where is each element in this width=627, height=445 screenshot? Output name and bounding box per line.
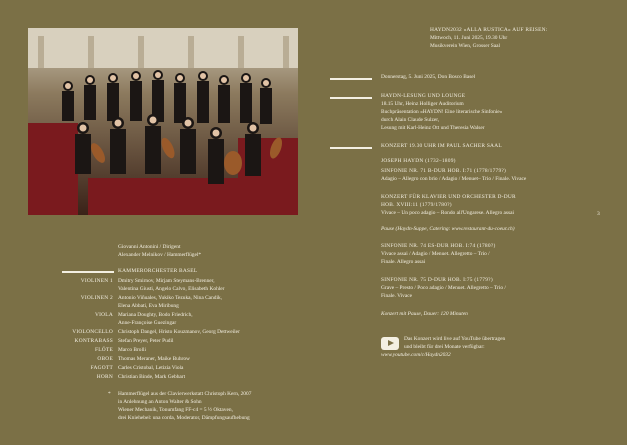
- soloist: Alexander Melnikov / Hammerflügel*: [118, 252, 202, 258]
- lecture-line: 18.15 Uhr, Heinz Holliger Auditorium: [381, 101, 464, 107]
- duration-note: Konzert mit Pause, Dauer: 120 Minuten: [381, 311, 468, 317]
- work-movements: Adagio – Allegro con brio / Adagio / Menuet– Trio / Finale. Vivace: [381, 176, 527, 182]
- event-date: Donnerstag, 5. Juni 2025, Don Bosco Basel: [381, 74, 476, 80]
- divider-rule: [330, 78, 372, 80]
- footnote-line: in Anlehnung an Anton Walter & Sohn: [118, 399, 202, 405]
- lecture-title: HAYDN-LESUNG UND LOUNGE: [381, 93, 466, 99]
- section-label: FLÖTE: [94, 347, 113, 353]
- section-label: FAGOTT: [90, 365, 113, 371]
- work-title: HOB. XVIII:11 (1779/1780?): [381, 202, 452, 208]
- divider-rule: [330, 147, 372, 149]
- youtube-text: und bleibt für drei Monate verfügbar:: [404, 344, 485, 350]
- tour-venue: Musikverein Wien, Grosser Saal: [430, 43, 501, 49]
- section-names: Christoph Dangel, Hristo Kouzmanov, Georg Dettweiler: [118, 329, 240, 335]
- ensemble-name: KAMMERORCHESTER BASEL: [118, 268, 198, 274]
- youtube-link[interactable]: www.youtube.com/c/Haydn2032: [381, 352, 451, 358]
- section-names: Valentina Giusti, Angelo Calvo, Elisabeth Kohler: [118, 286, 225, 292]
- section-names: Marco Brolli: [118, 347, 146, 353]
- page-number: 3: [597, 211, 600, 217]
- footnote-line: Wiener Mechanik, Tonumfang FF-c4 = 5 ½ Oktaven,: [118, 407, 233, 413]
- section-names: Dmitry Smirnov, Mirjam Steymans-Brenner,: [118, 278, 215, 284]
- tour-heading: HAYDN2032 «ALLA RUSTICA» AUF REISEN:: [430, 27, 548, 33]
- lecture-line: Buchpräsentation «HAYDN! Eine literarische Sinfonie»: [381, 109, 503, 115]
- orchestra-photo: [28, 28, 298, 215]
- work-title: SINFONIE NR. 71 B-DUR HOB. I:71 (1778/1779?): [381, 168, 507, 174]
- youtube-text: Das Konzert wird live auf YouTube übertragen: [404, 336, 506, 342]
- section-names: Elena Abbati, Eva Miribung: [118, 303, 179, 309]
- section-label: VIOLINEN 2: [80, 295, 113, 301]
- section-names: Carles Cristobal, Letizia Viola: [118, 365, 184, 371]
- section-label: VIOLINEN 1: [80, 278, 113, 284]
- section-names: Anne-Françoise Guezingar: [118, 320, 177, 326]
- section-label: KONTRABASS: [74, 338, 113, 344]
- work-title: KONZERT FÜR KLAVIER UND ORCHESTER D-DUR: [381, 194, 516, 200]
- divider-rule: [62, 271, 114, 273]
- work-movements: Vivace assai / Adagio / Menuet. Allegretto – Trio /: [381, 251, 490, 257]
- divider-rule: [330, 97, 372, 99]
- lecture-line: Lesung mit Karl-Heinz Ott und Theresia Walser: [381, 125, 485, 131]
- section-names: Stefan Preyer, Peter Pudil: [118, 338, 174, 344]
- footnote-line: drei Kniehebel: una corda, Moderator, Dämpfungsaufhebung: [118, 415, 250, 421]
- lecture-line: durch Alain Claude Sulzer,: [381, 117, 440, 123]
- work-title: SINFONIE NR. 75 D-DUR HOB. I:75 (1779?): [381, 277, 493, 283]
- section-names: Mariana Doughty, Bodo Friedrich,: [118, 312, 193, 318]
- section-label: VIOLA: [94, 312, 113, 318]
- work-movements: Finale. Vivace: [381, 293, 413, 299]
- conductor: Giovanni Antonini / Dirigent: [118, 244, 181, 250]
- youtube-icon[interactable]: [381, 337, 399, 350]
- concert-time: KONZERT 19.30 UHR IM PAUL SACHER SAAL: [381, 143, 502, 149]
- section-names: Christian Binde, Mark Gebhart: [118, 374, 186, 380]
- work-movements: Finale. Allegro assai: [381, 259, 426, 265]
- tour-date: Mittwoch, 11. Juni 2025, 19.30 Uhr: [430, 35, 508, 41]
- section-label: VIOLONCELLO: [72, 329, 113, 335]
- section-label: HORN: [96, 374, 113, 380]
- section-names: Thomas Meraner, Maike Buhrow: [118, 356, 190, 362]
- work-movements: Vivace – Un poco adagio – Rondo all'Ungarese. Allegro assai: [381, 210, 514, 216]
- pause-note: Pause (Haydn-Suppe, Catering: www.restaurant-du-coeur.ch): [381, 226, 515, 232]
- composer: JOSEPH HAYDN (1732–1809): [381, 158, 456, 164]
- section-label: OBOE: [97, 356, 113, 362]
- work-title: SINFONIE NR. 74 ES-DUR HOB. I:74 (1780?): [381, 243, 496, 249]
- footnote-line: Hammerflügel aus der Clavierwerkstatt Christoph Kern, 2007: [118, 391, 252, 397]
- section-names: Antonio Viñuales, Yukiko Tezuka, Nina Candik,: [118, 295, 223, 301]
- footnote-marker: *: [108, 391, 111, 397]
- work-movements: Grave – Presto / Poco adagio / Menuet. Allegretto – Trio /: [381, 285, 506, 291]
